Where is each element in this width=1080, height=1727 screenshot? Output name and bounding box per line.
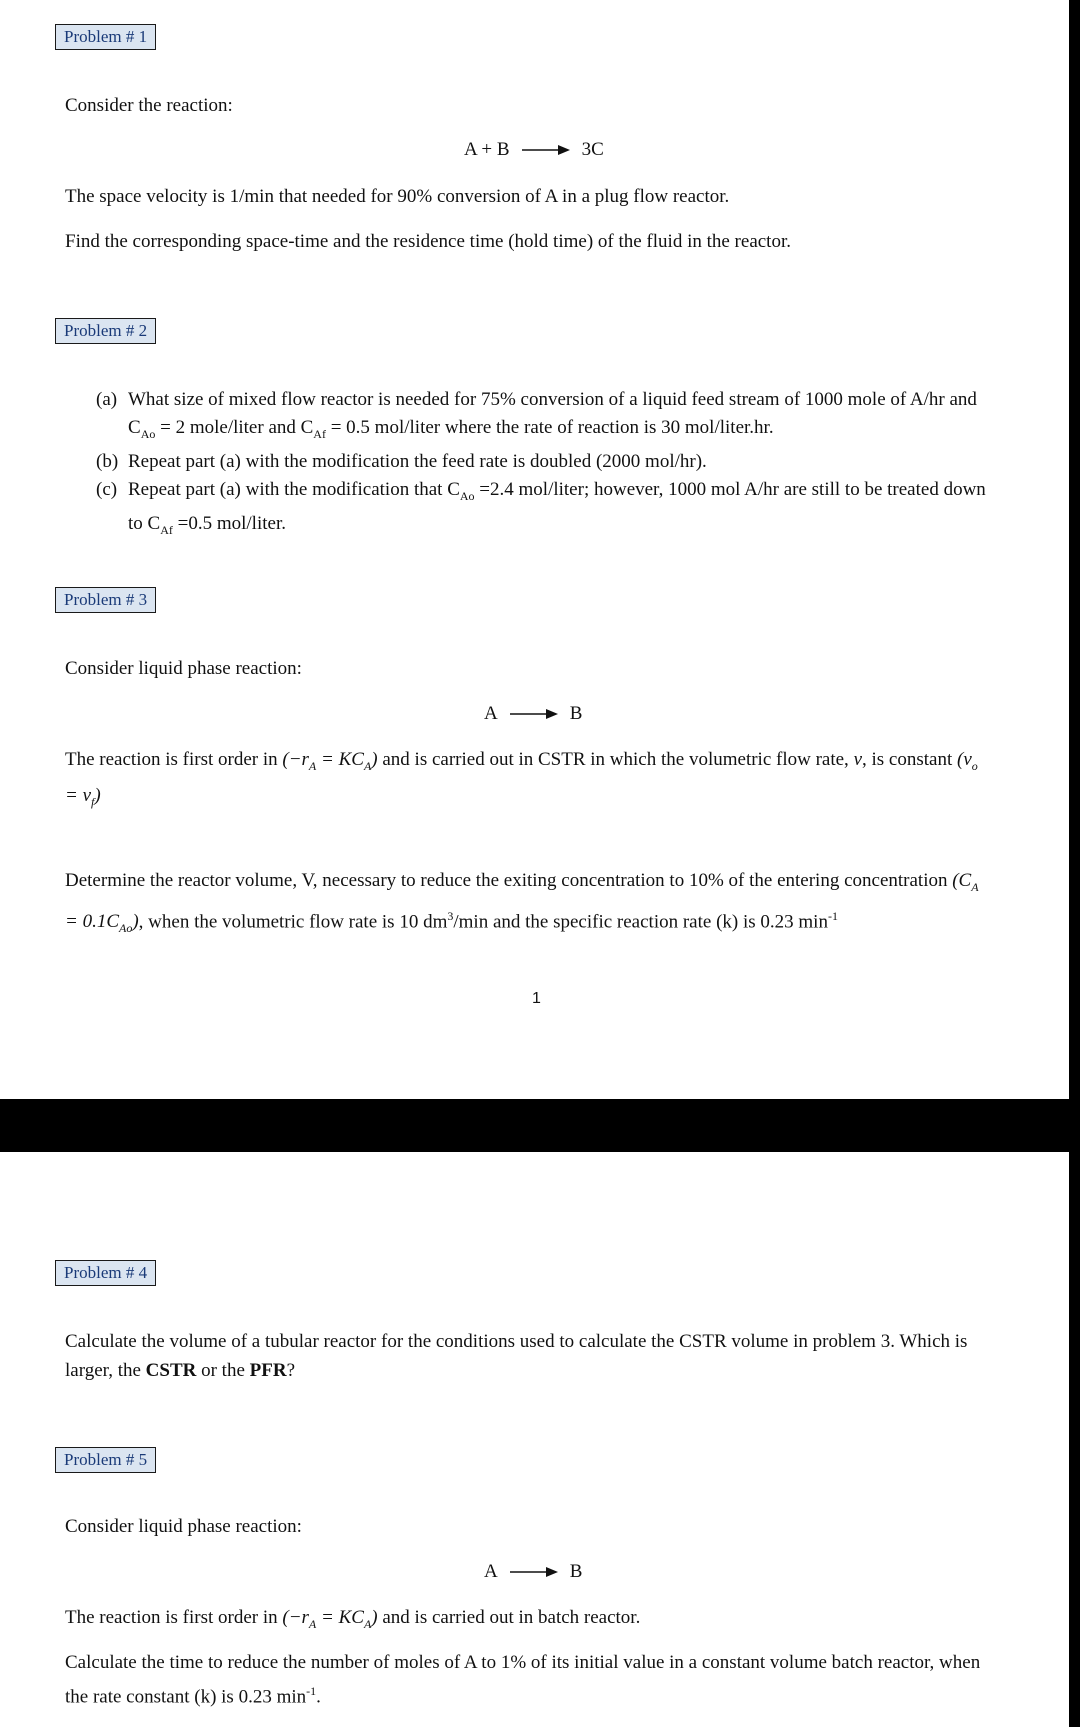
problem-2-part-b [96,448,996,476]
equation-reactants: A + B [464,139,510,160]
part-b-text: Repeat part (a) with the modification the feed rate is doubled (2000 mol/hr). [128,450,707,472]
part-c-tag: (c) [96,478,118,500]
problem-5-equation [484,1560,582,1584]
problem-3-text-1: The reaction is first order in $(-r_A = KC_A)$ and is carried out in CSTR in which the volumetric flow rate, v, is constant $(v_o = v_f)$ [65,749,978,809]
equation-product: B [569,1561,583,1582]
reaction-arrow-icon [510,708,558,720]
problem-5-text-1: The reaction is first order in $(-r_A = KC_A)$ and is carried out in batch reactor. [65,1607,641,1631]
problem-1-text-1: The space velocity is 1/min that needed for 90% conversion of A in a plug flow reactor. [65,186,730,207]
reaction-arrow-icon [522,144,570,156]
problem-1-label: Problem # 1 [55,24,156,50]
problem-3-text-2: Determine the reactor volume, V, necessary to reduce the exiting concentration to 10% of the entering concentration $(C_A = 0.1C_{Ao})$, when the volumetric flow rate is 10 $dm^3/\min$ and the specific reaction rate (k) is 0.23 $\min^{-1}$ [65,870,979,935]
part-a-tag: (a) [96,389,118,410]
equation-products: 3C [581,139,604,160]
part-b-tag: (b) [96,450,119,472]
equation-reactant: A [484,1561,498,1582]
part-a-text: What size of mixed flow reactor is needed for 75% conversion of a liquid feed stream of 1000 mole of A/hr and $C_{Ao} = 2$ mole/liter and $C_{Af} = 0.5$ mol/liter where the rate of reaction is 30 mol/liter.hr. [128,389,977,441]
problem-3-equation [484,702,582,726]
document-page-2 [0,1152,1069,1727]
part-c-text: Repeat part (a) with the modification that $C_{Ao} =2.4$ mol/liter; however, 1000 mol A/hr are still to be treated down to $C_{Af} =0.5$ mol/liter. [128,478,986,537]
problem-1-text-2: Find the corresponding space-time and the residence time (hold time) of the fluid in the reactor. [65,231,791,252]
problem-2-parts [96,386,996,543]
problem-1-equation [464,138,604,162]
problem-1-intro: Consider the reaction: [65,95,233,116]
problem-5-intro: Consider liquid phase reaction: [65,1516,302,1537]
problem-5-label: Problem # 5 [55,1447,156,1473]
problem-3-intro: Consider liquid phase reaction: [65,658,302,679]
problem-5-text-2: Calculate the time to reduce the number of moles of A to 1% of its initial value in a constant volume batch reactor, when the rate constant (k) is 0.23 $\min^{-1}$. [65,1652,981,1708]
problem-2-label: Problem # 2 [55,318,156,344]
equation-reactant: A [484,703,498,724]
page-number: 1 [532,990,541,1007]
problem-2-part-a [96,386,996,448]
problem-3-label: Problem # 3 [55,587,156,613]
equation-product: B [569,703,583,724]
problem-4-label: Problem # 4 [55,1260,156,1286]
problem-2-part-c [96,476,996,544]
reaction-arrow-icon [510,1566,558,1578]
problem-4-text: Calculate the volume of a tubular reactor for the conditions used to calculate the CSTR volume in problem 3. Which is larger, the CSTR or the PFR? [65,1331,968,1381]
